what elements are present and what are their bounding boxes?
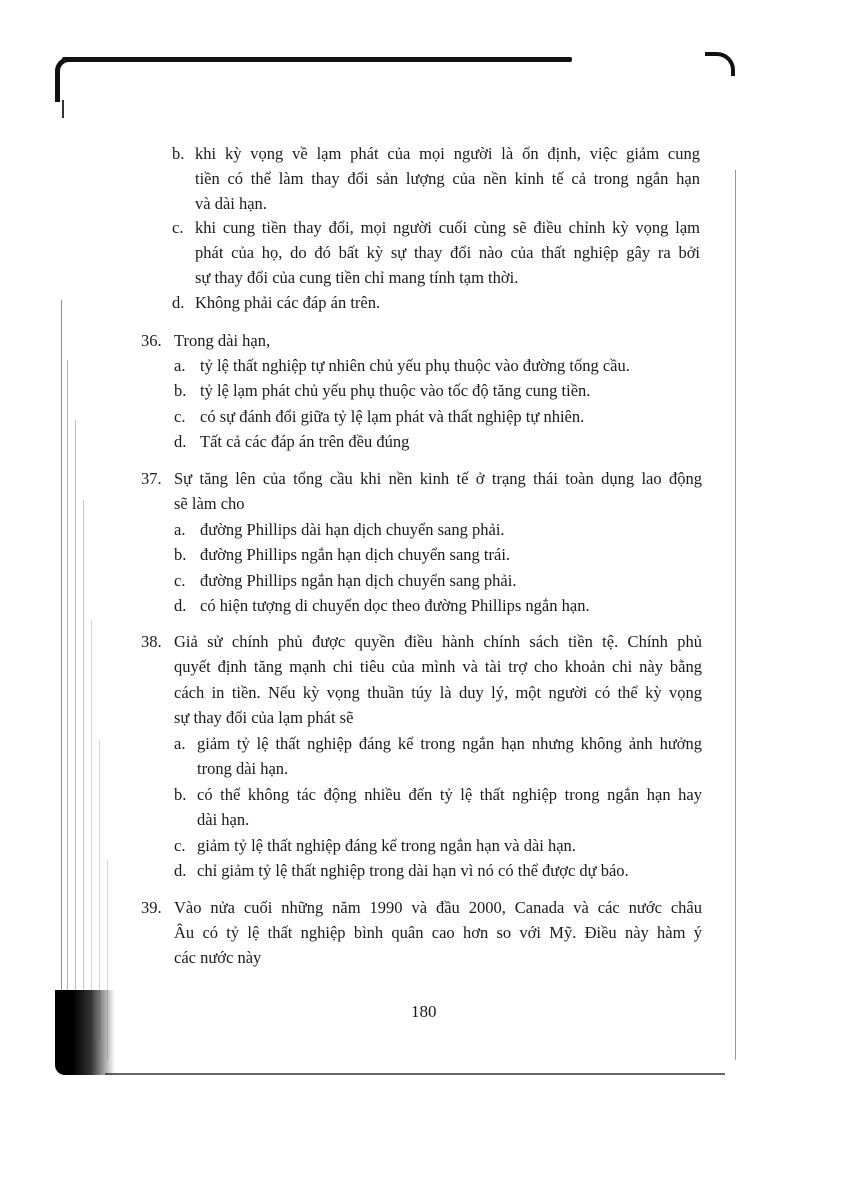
q35-option-c-line-2: phát của họ, do đó bất kỳ sự thay đổi nào của thất nghiệp gây ra bởi xyxy=(195,243,700,262)
q36-option-b-label: b. xyxy=(174,381,187,400)
q38-option-d-label: d. xyxy=(174,861,187,880)
q36-option-a-label: a. xyxy=(174,356,186,375)
q36-option-c-text: có sự đánh đổi giữa tỷ lệ lạm phát và thất nghiệp tự nhiên. xyxy=(200,407,585,426)
q38-stem-line-3: cách in tiền. Nếu kỳ vọng thuần túy là duy lý, một người có thể kỳ vọng xyxy=(174,683,702,702)
q36-option-d-text: Tất cả các đáp án trên đều đúng xyxy=(200,432,410,451)
q37-option-d-label: d. xyxy=(174,596,187,615)
q38-option-a-label: a. xyxy=(174,734,186,753)
q36-number: 36. xyxy=(141,331,162,350)
q39-stem-line-3: các nước này xyxy=(174,948,262,967)
q35-option-b-line-3: và dài hạn. xyxy=(195,194,267,213)
q38-option-b-label: b. xyxy=(174,785,187,804)
q38-stem-line-4: sự thay đổi của lạm phát sẽ xyxy=(174,708,354,727)
q36-option-b-text: tỷ lệ lạm phát chủ yếu phụ thuộc vào tốc độ tăng cung tiền. xyxy=(200,381,591,400)
q38-option-d-text: chỉ giảm tỷ lệ thất nghiệp trong dài hạn vì nó có thể được dự báo. xyxy=(197,861,629,880)
q39-number: 39. xyxy=(141,898,162,917)
q37-option-c-text: đường Phillips ngắn hạn dịch chuyển sang phải. xyxy=(200,571,517,590)
q35-option-c-line-3: sự thay đổi của cung tiền chỉ mang tính tạm thời. xyxy=(195,268,519,287)
q37-stem-line-2: sẽ làm cho xyxy=(174,494,245,513)
q38-option-a-line-2: trong dài hạn. xyxy=(197,759,289,778)
q38-option-c-label: c. xyxy=(174,836,186,855)
q37-option-b-label: b. xyxy=(174,545,187,564)
q38-option-b-line-1: có thể không tác động nhiều đến tỷ lệ thất nghiệp trong ngắn hạn hay xyxy=(197,785,702,804)
q36-stem: Trong dài hạn, xyxy=(174,331,271,350)
q37-option-a-text: đường Phillips dài hạn dịch chuyển sang phải. xyxy=(200,520,505,539)
q35-option-c-line-1: khi cung tiền thay đổi, mọi người cuối cùng sẽ điều chỉnh kỳ vọng lạm xyxy=(195,218,700,237)
q35-option-d-text: Không phải các đáp án trên. xyxy=(195,293,381,312)
q38-stem-line-1: Giả sử chính phủ được quyền điều hành chính sách tiền tệ. Chính phủ xyxy=(174,632,702,651)
q37-option-d-text: có hiện tượng di chuyển dọc theo đường Phillips ngắn hạn. xyxy=(200,596,590,615)
q35-option-d-label: d. xyxy=(172,293,185,312)
q38-option-b-line-2: dài hạn. xyxy=(197,810,250,829)
q38-option-c-text: giảm tỷ lệ thất nghiệp đáng kể trong ngắn hạn và dài hạn. xyxy=(197,836,576,855)
q36-option-c-label: c. xyxy=(174,407,186,426)
q39-stem-line-2: Âu có tỷ lệ thất nghiệp bình quân cao hơn so với Mỹ. Điều này hàm ý xyxy=(174,923,702,942)
q36-option-a-text: tỷ lệ thất nghiệp tự nhiên chủ yếu phụ thuộc vào đường tổng cầu. xyxy=(200,356,630,375)
q35-option-c-label: c. xyxy=(172,218,184,237)
q38-option-a-line-1: giảm tỷ lệ thất nghiệp đáng kể trong ngắn hạn nhưng không ảnh hưởng xyxy=(197,734,702,753)
q37-option-a-label: a. xyxy=(174,520,186,539)
page-number: 180 xyxy=(411,1002,437,1021)
q38-number: 38. xyxy=(141,632,162,651)
q35-option-b-line-2: tiền có thể làm thay đổi sản lượng của nền kinh tế cả trong ngắn hạn xyxy=(195,169,700,188)
q38-stem-line-2: quyết định tăng mạnh chi tiêu của mình và tài trợ cho khoản chi này bằng xyxy=(174,657,702,676)
q37-number: 37. xyxy=(141,469,162,488)
q39-stem-line-1: Vào nửa cuối những năm 1990 và đầu 2000, Canada và các nước châu xyxy=(174,898,702,917)
q35-option-b-line-1: khi kỳ vọng về lạm phát của mọi người là ổn định, việc giảm cung xyxy=(195,144,700,163)
q37-option-b-text: đường Phillips ngắn hạn dịch chuyển sang trái. xyxy=(200,545,511,564)
q37-option-c-label: c. xyxy=(174,571,186,590)
q37-stem-line-1: Sự tăng lên của tổng cầu khi nền kinh tế ở trạng thái toàn dụng lao động xyxy=(174,469,702,488)
q35-option-b-label: b. xyxy=(172,144,185,163)
q36-option-d-label: d. xyxy=(174,432,187,451)
